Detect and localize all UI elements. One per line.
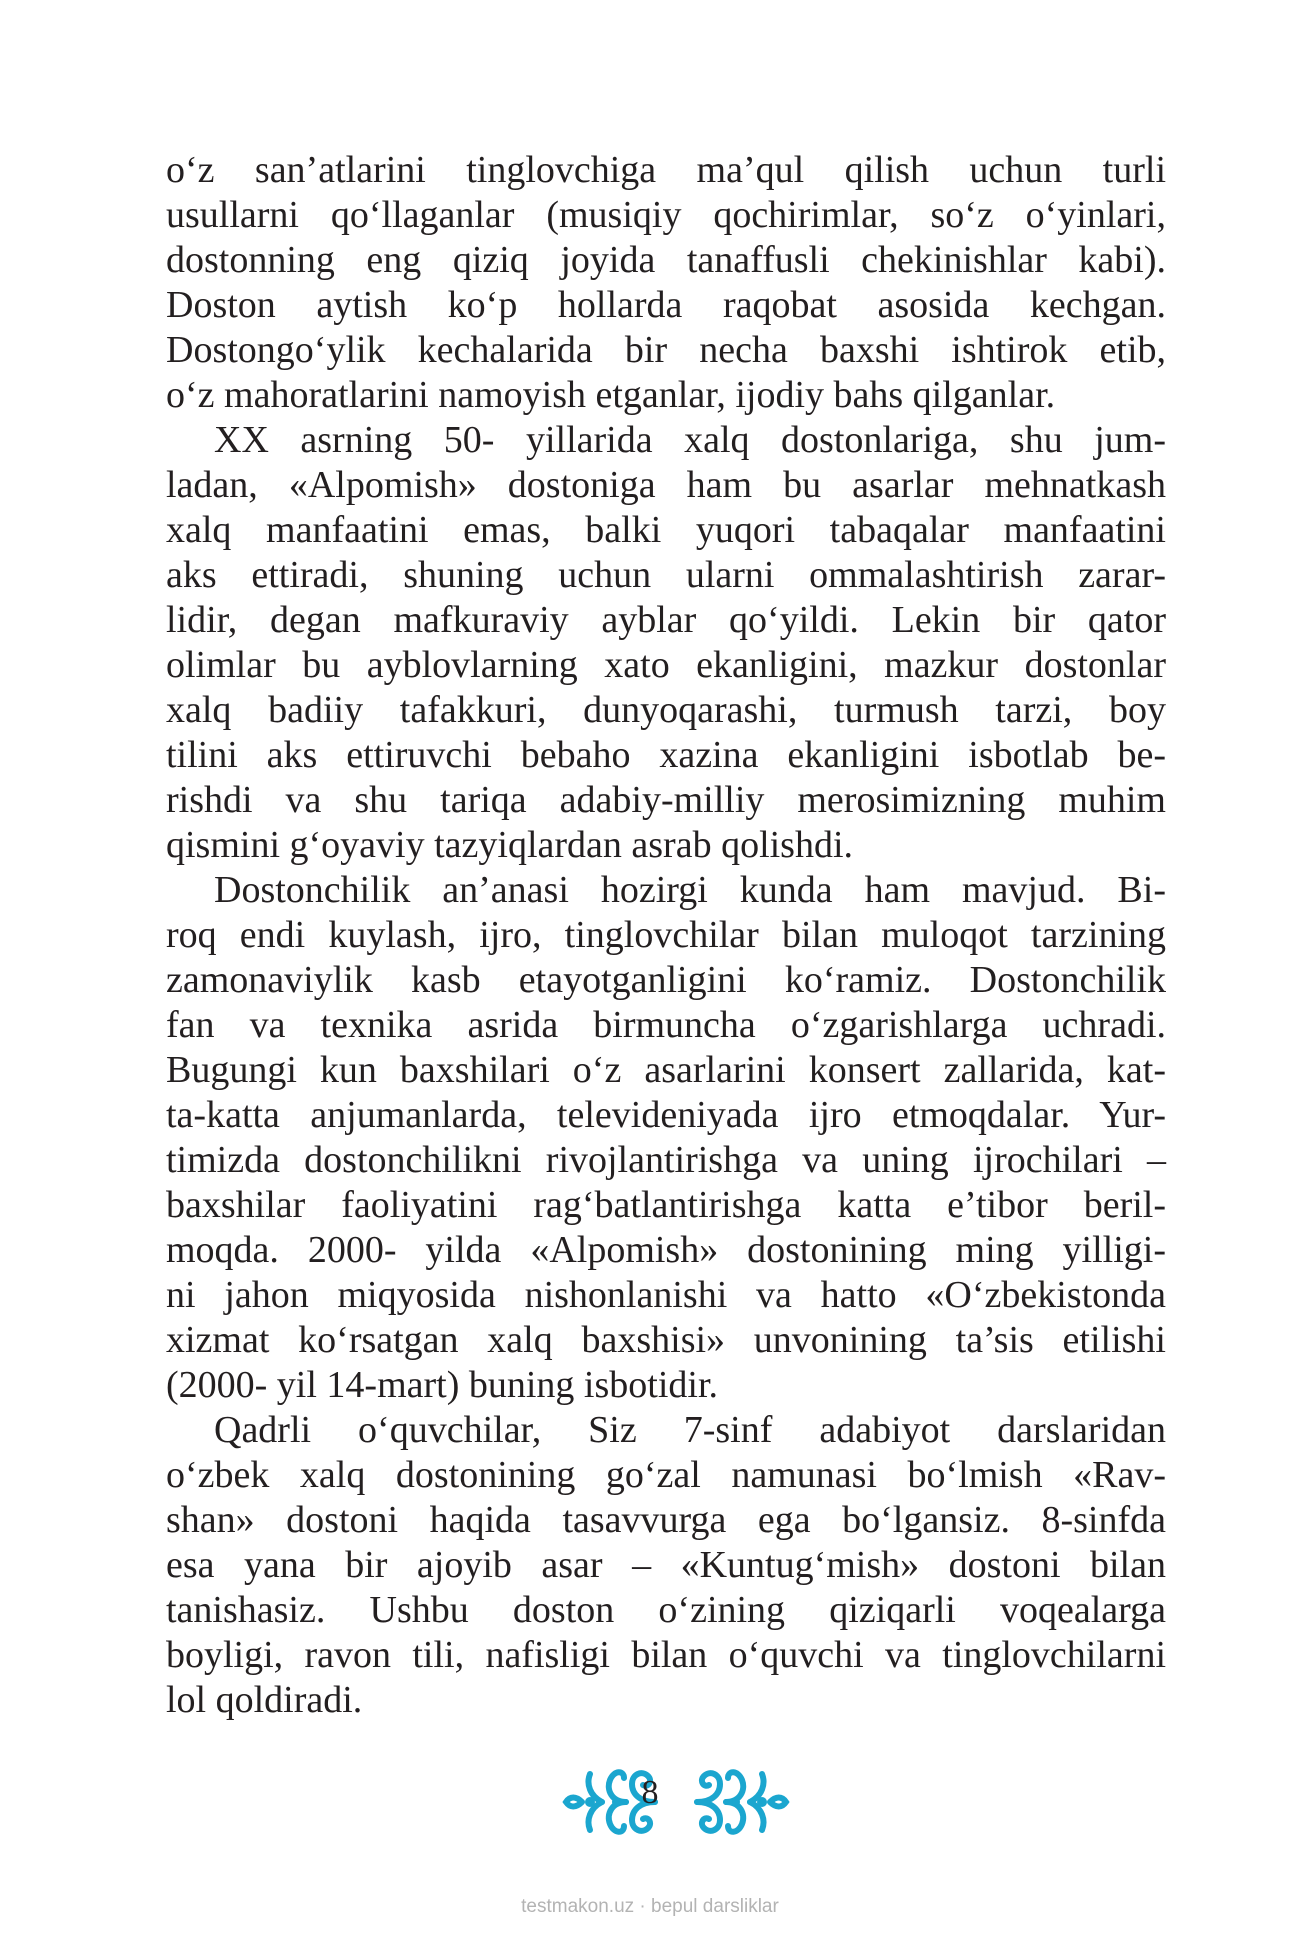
- text-line: tanishasiz. Ushbu doston o‘zining qiziqarli voqealarga: [166, 1589, 1166, 1631]
- text-line: dostonning eng qiziq joyida tanaffusli chekinishlar kabi).: [166, 239, 1166, 281]
- text-line: o‘z san’atlarini tinglovchiga ma’qul qilish uchun turli: [166, 149, 1166, 191]
- text-line: olimlar bu ayblovlarning xato ekanligini, mazkur dostonlar: [166, 644, 1166, 686]
- text-line: Doston aytish ko‘p hollarda raqobat asosida kechgan.: [166, 284, 1166, 326]
- text-line: usullarni qo‘llaganlar (musiqiy qochirimlar, so‘z o‘yinlari,: [166, 194, 1166, 236]
- text-line: xalq badiiy tafakkuri, dunyoqarashi, turmush tarzi, boy: [166, 689, 1166, 731]
- text-line: roq endi kuylash, ijro, tinglovchilar bilan muloqot tarzining: [166, 914, 1166, 956]
- text-line: qismini g‘oyaviy tazyiqlardan asrab qolishdi.: [166, 824, 854, 866]
- paragraph: [166, 1408, 1166, 1723]
- text-line: xalq manfaatini emas, balki yuqori tabaqalar manfaatini: [166, 509, 1166, 551]
- text-line: XX asrning 50- yillarida xalq dostonlariga, shu jum-: [214, 419, 1166, 461]
- text-line: Qadrli o‘quvchilar, Siz 7-sinf adabiyot darslaridan: [214, 1409, 1166, 1451]
- text-line: baxshilar faoliyatini rag‘batlantirishga katta e’tibor beril-: [166, 1184, 1166, 1226]
- text-line: (2000- yil 14-mart) buning isbotidir.: [166, 1364, 719, 1406]
- paragraph: [166, 418, 1166, 868]
- text-line: esa yana bir ajoyib asar – «Kuntug‘mish» dostoni bilan: [166, 1544, 1166, 1586]
- page-footer: [0, 1752, 1300, 1872]
- text-line: Dostongo‘ylik kechalarida bir necha baxshi ishtirok etib,: [166, 329, 1166, 371]
- text-line: o‘zbek xalq dostonining go‘zal namunasi bo‘lmish «Rav-: [166, 1454, 1166, 1496]
- floral-ornament-icon: [692, 1752, 792, 1852]
- paragraph: [166, 148, 1166, 418]
- text-line: aks ettiradi, shuning uchun ularni ommalashtirish zarar-: [166, 554, 1166, 596]
- text-line: ladan, «Alpomish» dostoniga ham bu asarlar mehnatkash: [166, 464, 1166, 506]
- watermark-text: testmakon.uz · bepul darsliklar: [521, 1896, 779, 1917]
- text-line: timizda dostonchilikni rivojlantirishga va uning ijrochilari –: [166, 1139, 1166, 1181]
- text-line: lidir, degan mafkuraviy ayblar qo‘yildi. Lekin bir qator: [166, 599, 1166, 641]
- text-line: ta-katta anjumanlarda, televideniyada ijro etmoqdalar. Yur-: [166, 1094, 1166, 1136]
- text-line: lol qoldiradi.: [166, 1679, 363, 1721]
- text-line: Dostonchilik an’anasi hozirgi kunda ham mavjud. Bi-: [214, 869, 1166, 911]
- text-line: tilini aks ettiruvchi bebaho xazina ekanligini isbotlab be-: [166, 734, 1166, 776]
- text-line: xizmat ko‘rsatgan xalq baxshisi» unvonining ta’sis etilishi: [166, 1319, 1166, 1361]
- text-line: rishdi va shu tariqa adabiy-milliy merosimizning muhim: [166, 779, 1166, 821]
- text-line: zamonaviylik kasb etayotganligini ko‘ramiz. Dostonchilik: [166, 959, 1166, 1001]
- text-line: shan» dostoni haqida tasavvurga ega bo‘lgansiz. 8-sinfda: [166, 1499, 1166, 1541]
- text-line: ni jahon miqyosida nishonlanishi va hatto «O‘zbekistonda: [166, 1274, 1166, 1316]
- paragraph: [166, 868, 1166, 1408]
- text-line: fan va texnika asrida birmuncha o‘zgarishlarga uchradi.: [166, 1004, 1166, 1046]
- body-text: [166, 148, 1166, 1723]
- page-number: 8: [641, 1774, 659, 1811]
- text-line: o‘z mahoratlarini namoyish etganlar, ijodiy bahs qilganlar.: [166, 374, 1056, 416]
- text-line: Bugungi kun baxshilari o‘z asarlarini konsert zallarida, kat-: [166, 1049, 1166, 1091]
- text-line: boyligi, ravon tili, nafisligi bilan o‘quvchi va tinglovchilarni: [166, 1634, 1166, 1676]
- text-line: moqda. 2000- yilda «Alpomish» dostonining ming yilligi-: [166, 1229, 1166, 1271]
